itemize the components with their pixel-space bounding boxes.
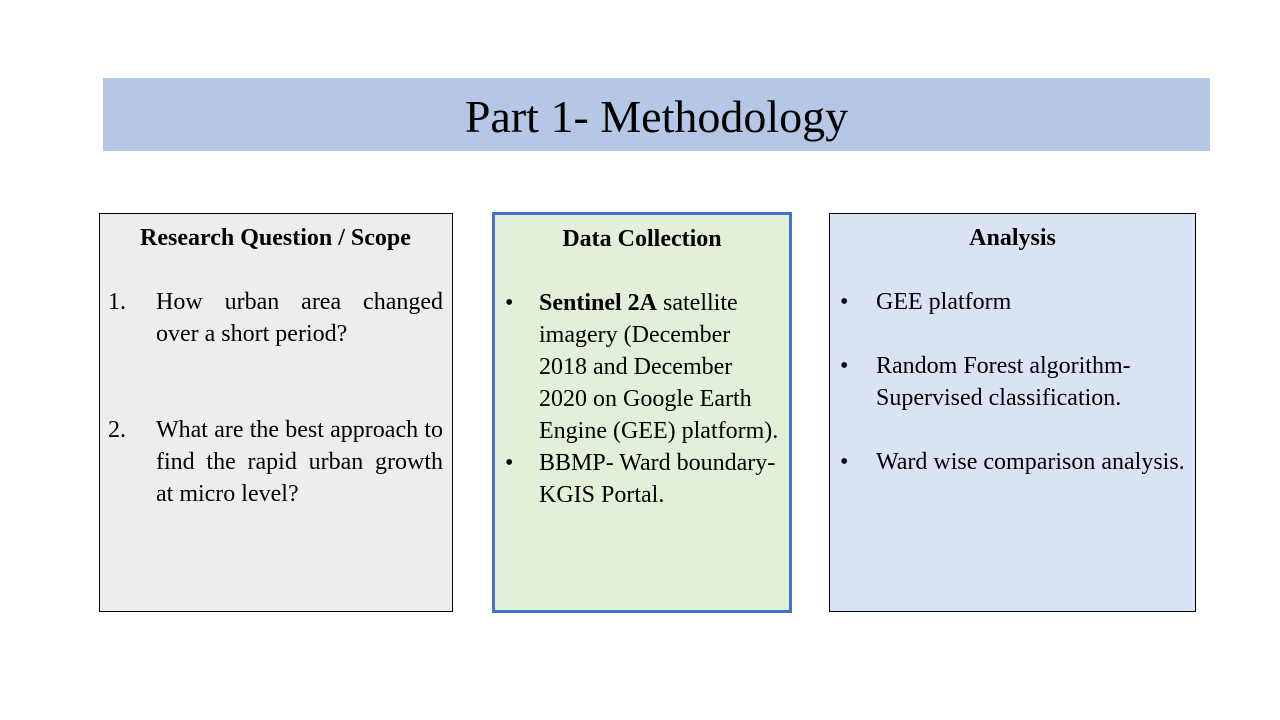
analysis-heading: Analysis: [969, 225, 1056, 251]
item-text: [539, 287, 781, 447]
item-text: How urban area changed over a short period?: [156, 289, 443, 347]
analysis-box: [829, 213, 1196, 612]
research-heading: Research Question / Scope: [140, 225, 411, 251]
bullet-icon: •: [840, 289, 849, 315]
item-text: GEE platform: [876, 289, 1012, 315]
item-text: BBMP- Ward boundary- KGIS Portal.: [539, 450, 776, 508]
bullet-icon: •: [505, 290, 514, 316]
data-collection-heading: Data Collection: [562, 226, 722, 252]
list-item: [503, 447, 781, 511]
title-banner: [103, 78, 1210, 151]
list-item: [838, 446, 1187, 478]
list-item: [838, 286, 1187, 318]
list-item: [108, 414, 443, 510]
item-rest-text: satellite imagery (December 2018 and December 2020 on Google Earth Engine (GEE) platform).: [539, 290, 779, 444]
item-text: What are the best approach to find the rapid urban growth at micro level?: [156, 417, 443, 507]
data-collection-box: [492, 212, 792, 613]
slide-title: Part 1- Methodology: [464, 90, 849, 142]
item-bold-text: Sentinel 2A: [539, 290, 658, 316]
item-text: Ward wise comparison analysis.: [876, 449, 1185, 475]
list-item: [503, 287, 781, 447]
bullet-icon: •: [840, 449, 849, 475]
list-item: [838, 350, 1187, 414]
item-number: 2.: [108, 417, 126, 443]
item-number: 1.: [108, 289, 126, 315]
bullet-icon: •: [840, 353, 849, 379]
item-text: Random Forest algorithm- Supervised classification.: [876, 353, 1131, 411]
list-item: [108, 286, 443, 350]
research-question-box: [99, 213, 453, 612]
bullet-icon: •: [505, 450, 514, 476]
